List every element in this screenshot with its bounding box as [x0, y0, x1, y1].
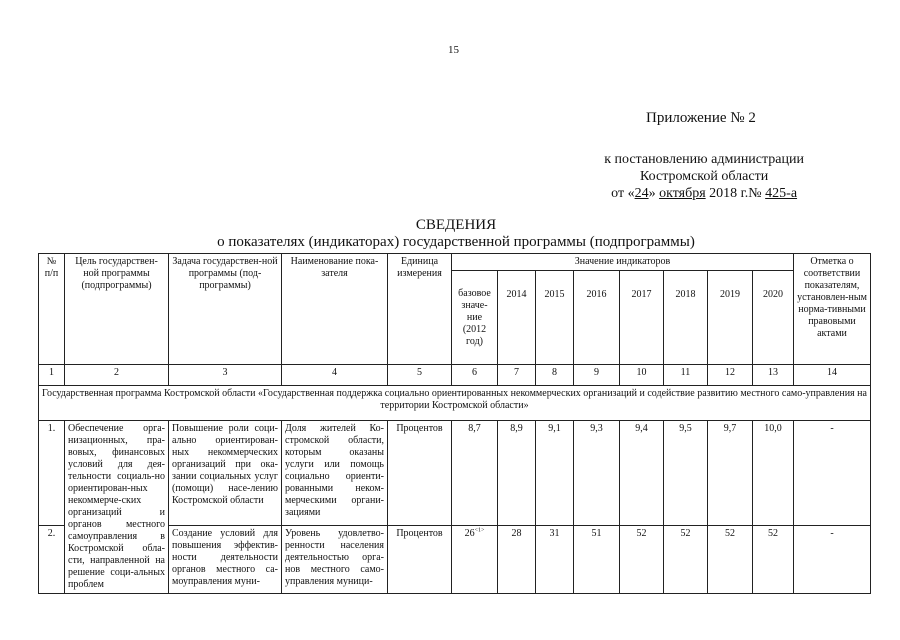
header-note: Отметка о соответствии показателям, установлен-ным норма-тивными правовыми актами	[794, 254, 871, 365]
year-value: 51	[574, 526, 620, 594]
column-number: 5	[388, 365, 452, 386]
resolution-line-1: к постановлению администрации	[604, 152, 804, 167]
column-numbers-row	[39, 365, 871, 386]
header-year: 2014	[498, 271, 536, 365]
date-year: 2018 г.№	[705, 186, 766, 201]
header-base: базовое значе-ние (2012 год)	[452, 271, 498, 365]
column-number: 9	[574, 365, 620, 386]
header-indicator: Наименование пока-зателя	[282, 254, 388, 365]
header-goal: Цель государствен-ной программы (подпрограммы)	[65, 254, 169, 365]
header-year: 2017	[620, 271, 664, 365]
column-number: 4	[282, 365, 388, 386]
row-number: 1.	[39, 421, 65, 526]
date-mid: »	[648, 186, 660, 201]
header-row	[39, 254, 871, 271]
column-number: 11	[664, 365, 708, 386]
header-year: 2019	[708, 271, 753, 365]
column-number: 12	[708, 365, 753, 386]
column-number: 8	[536, 365, 574, 386]
year-value: 10,0	[753, 421, 794, 526]
program-title: Государственная программа Костромской области «Государственная поддержка социально ориентированных некоммерческих организаций и содействие развитию местного само-управления на территории Костромской области»	[39, 386, 871, 421]
base-value-number: 8,7	[468, 423, 481, 434]
header-unit: Единица измерения	[388, 254, 452, 365]
column-number: 7	[498, 365, 536, 386]
table-row	[39, 421, 871, 526]
document-title: СВЕДЕНИЯ	[415, 217, 497, 233]
indicator-name: Доля жителей Ко-стромской области, которым оказаны услуги или помощь социально ориенти-рованными неком-мерческими органи-зациями	[282, 421, 388, 526]
year-value: 28	[498, 526, 536, 594]
task-text: Создание условий для повышения эффектив-ности деятельности органов местного са-моуправления муни-	[169, 526, 282, 594]
unit: Процентов	[388, 421, 452, 526]
row-number: 2.	[39, 526, 65, 594]
base-value-number: 26	[464, 528, 475, 540]
resolution-line-2: Костромской области	[640, 169, 769, 184]
indicators-table	[38, 253, 871, 594]
year-value: 8,9	[498, 421, 536, 526]
column-number: 10	[620, 365, 664, 386]
date-prefix: от «	[611, 186, 635, 201]
page-number: 15	[448, 44, 459, 56]
document-subtitle: о показателях (индикаторах) государственной программы (подпрограммы)	[217, 234, 695, 250]
indicator-name: Уровень удовлетво-ренности населения деятельностью орга-нов местного само-управления муници-	[282, 526, 388, 594]
header-values-group: Значение индикаторов	[452, 254, 794, 271]
resolution-number: 425-а	[765, 186, 798, 201]
year-value: 9,3	[574, 421, 620, 526]
note-mark: -	[794, 421, 871, 526]
year-value: 9,7	[708, 421, 753, 526]
goal-text: Обеспечение орга-низационных, пра-вовых, финансовых условий для дея-тельности социаль-но ориентирован-ных некоммерче-ских организаций и органов местного самоуправления в Костромской обла-сти, направленной на решение соци-альных проблем	[65, 421, 169, 594]
resolution-date-line	[604, 185, 804, 202]
column-number: 1	[39, 365, 65, 386]
column-number: 13	[753, 365, 794, 386]
year-value: 9,1	[536, 421, 574, 526]
year-value: 52	[708, 526, 753, 594]
resolution-reference	[604, 151, 804, 202]
column-number: 6	[452, 365, 498, 386]
year-value: 52	[753, 526, 794, 594]
column-number: 2	[65, 365, 169, 386]
appendix-label: Приложение № 2	[646, 110, 756, 126]
header-year: 2015	[536, 271, 574, 365]
year-value: 9,4	[620, 421, 664, 526]
header-num: № п/п	[39, 254, 65, 365]
unit: Процентов	[388, 526, 452, 594]
base-value	[452, 421, 498, 526]
footnote-mark: <1>	[474, 527, 485, 534]
program-title-row	[39, 386, 871, 421]
column-number: 14	[794, 365, 871, 386]
date-day: 24	[634, 186, 649, 201]
note-mark: -	[794, 526, 871, 594]
date-month: октября	[659, 186, 706, 201]
task-text: Повышение роли соци-ально ориентирован-ных некоммерческих организаций при ока-зании социальных услуг (помощи) насе-лению Костромской области	[169, 421, 282, 526]
header-year: 2016	[574, 271, 620, 365]
header-task: Задача государствен-ной программы (под-программы)	[169, 254, 282, 365]
header-year: 2020	[753, 271, 794, 365]
column-number: 3	[169, 365, 282, 386]
year-value: 9,5	[664, 421, 708, 526]
year-value: 31	[536, 526, 574, 594]
year-value: 52	[664, 526, 708, 594]
year-value: 52	[620, 526, 664, 594]
header-year: 2018	[664, 271, 708, 365]
base-value	[452, 526, 498, 594]
